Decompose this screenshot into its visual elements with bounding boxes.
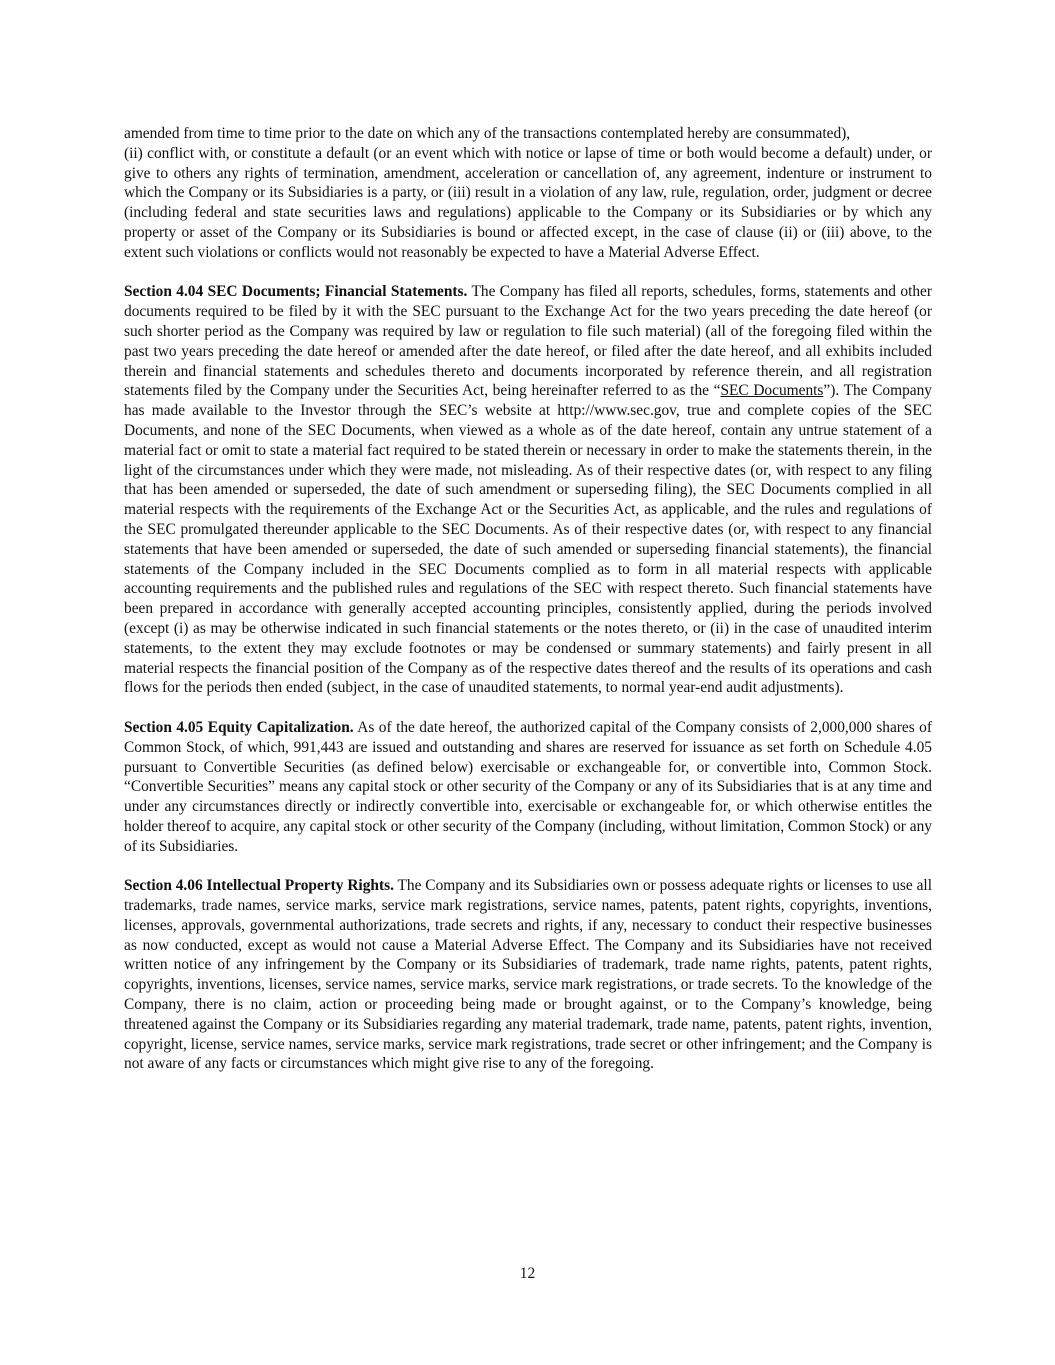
section-4-06-text: The Company and its Subsidiaries own or possess adequate rights or licenses to use all trademarks, trade names, service marks, service mark registrations, service names, patents, patent rights, copyrights, inventions, licenses, approvals, governmental authorizations, trade secrets and rights, if any, necessary to conduct their respective businesses as now conducted, except as would not cause a Material Adverse Effect. The Company and its Subsidiaries have not received written notice of any infringement by the Company or its Subsidiaries of trademark, trade name rights, patents, patent rights, copyrights, inventions, licenses, service names, service marks, service mark registrations, or trade secrets. To the knowledge of the Company, there is no claim, action or proceeding being made or brought against, or to the Company’s knowledge, being threatened against the Company or its Subsidiaries regarding any material trademark, trade name, patents, patent rights, invention, copyright, license, service names, service marks, service mark registrations, trade secret or other infringement; and the Company is not aware of any facts or circumstances which might give rise to any of the foregoing. [124,877,932,1073]
section-4-04-text-after: ”). The Company has made available to the Investor through the SEC’s website at http://www.sec.gov, true and complete copies of the SEC Documents, and none of the SEC Documents, when viewed as a whole as of the date hereof, contain any untrue statement of a material fact or omit to state a material fact required to be stated therein or necessary in order to make the statements therein, in the light of the circumstances under which they were made, not misleading. As of their respective dates (or, with respect to any filing that has been amended or superseded, the date of such amendment or superseding filing), the SEC Documents complied in all material respects with the requirements of the Exchange Act or the Securities Act, as applicable, and the rules and regulations of the SEC promulgated thereunder applicable to the SEC Documents. As of their respective dates (or, with respect to any financial statements that have been amended or superseded, the date of such amended or superseding financial statements), the financial statements of the Company included in the SEC Documents complied as to form in all material respects with applicable accounting requirements and the published rules and regulations of the SEC with respect thereto. Such financial statements have been prepared in accordance with generally accepted accounting principles, consistently applied, during the periods involved (except (i) as may be otherwise indicated in such financial statements or the notes thereto, or (ii) in the case of unaudited interim statements, to the extent they may exclude footnotes or may be condensed or summary statements) and fairly present in all material respects the financial position of the Company as of the respective dates thereof and the results of its operations and cash flows for the periods then ended (subject, in the case of unaudited statements, to normal year-end audit adjustments). [124,382,932,697]
section-4-05-heading: Section 4.05 Equity Capitalization. [124,718,354,736]
section-4-04-paragraph [124,282,932,698]
document-page [124,124,932,1094]
section-4-05-text: As of the date hereof, the authorized capital of the Company consists of 2,000,000 shares of Common Stock, of which, 991,443 are issued and outstanding and shares are reserved for issuance as set forth on Schedule 4.05 pursuant to Convertible Securities (as defined below) exercisable or exchangeable for, or convertible into, Common Stock. “Convertible Securities” means any capital stock or other security of the Company or any of its Subsidiaries that is at any time and under any circumstances directly or indirectly convertible into, exercisable or exchangeable for, or which otherwise entitles the holder thereof to acquire, any capital stock or other security of the Company (including, without limitation, Common Stock) or any of its Subsidiaries. [124,718,933,855]
section-4-04-text-before: The Company has filed all reports, schedules, forms, statements and other documents required to be filed by it with the SEC pursuant to the Exchange Act for the two years preceding the date hereof (or such shorter period as the Company was required by law or regulation to file such material) (all of the foregoing filed within the past two years preceding the date hereof or amended after the date hereof, or filed after the date hereof, and all exhibits included therein and financial statements and schedules thereto and documents incorporated by reference therein, and all registration statements filed by the Company under the Securities Act, being hereinafter referred to as the “ [124,283,932,400]
page-number: 12 [519,1265,536,1282]
section-4-05-paragraph [124,718,932,857]
sec-documents-defined-term: SEC Documents [720,382,824,400]
section-4-06-heading: Section 4.06 Intellectual Property Rights. [124,877,394,895]
continuation-first-line: amended from time to time prior to the date on which any of the transactions contemplated hereby are consummated), [124,125,851,142]
continuation-paragraph: (ii) conflict with, or constitute a default (or an event which with notice or lapse of time or both would become a default) under, or give to others any rights of termination, amendment, acceleration or cancellation of, any agreement, indenture or instrument to which the Company or its Subsidiaries is a party, or (iii) result in a violation of any law, rule, regulation, order, judgment or decree (including federal and state securities laws and regulations) applicable to the Company or its Subsidiaries or by which any property or asset of the Company or its Subsidiaries is bound or affected except, in the case of clause (ii) or (iii) above, to the extent such violations or conflicts would not reasonably be expected to have a Material Adverse Effect. [124,144,932,261]
section-4-04-heading: Section 4.04 SEC Documents; Financial Statements. [124,283,468,301]
section-4-06-paragraph [124,876,932,1074]
